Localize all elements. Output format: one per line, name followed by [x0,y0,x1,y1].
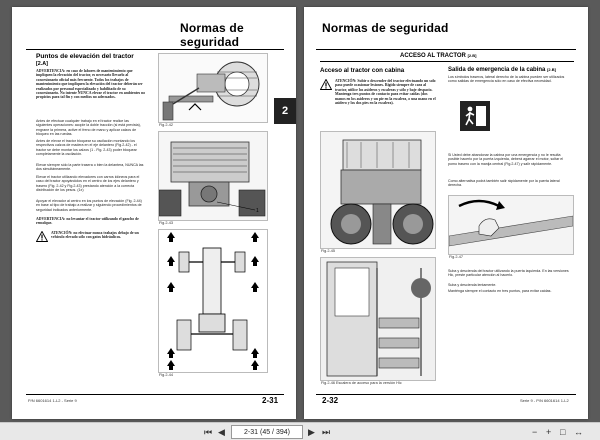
banner-rule [320,61,574,62]
figure-caption: Fig.2-46 Escalera de acceso para la versión Hic [321,381,402,385]
paragraph: Antes de efectuar cualquier trabajo en el tractor realice las siguientes operaciones: acople la doble tracción (si está prevista), engrane la primera, active el freno de mano y aplicar calzos de bloqueo en las ruedas. [36,119,141,137]
paragraph: Los símbolos traseros, lateral derecho de la cabina pueden ser utilizados como salidas de emergencia sólo en caso de efectiva necesidad. [448,75,565,84]
paragraph: Manténga siempre el contacto en tres puntos, para evitar caídas. [448,289,552,293]
footer-rule [316,394,576,395]
banner-title [400,53,476,59]
section-ref: [2.A] [36,61,48,67]
emergency-title-text: Salida de emergencia de la cabina [448,67,546,73]
figure-2-43 [158,131,268,221]
paragraph: Elevar siempre sólo la parte trasera o bien la delantera, NUNCA las dos simultáneamente. [36,163,144,172]
warning-box [36,231,148,242]
emergency-exit-sign-icon [460,101,490,131]
figure-caption: Fig.2-45 [321,249,335,253]
figure-caption: Fig.2-43 [159,221,173,225]
left-page [12,7,296,419]
paragraph: Antes de elevar el tractor bloquear su oscilación montando los respectivos calzos de madera en el eje delantero (Fig.2-42) - el tractor se debe montar los calzos (1 - Fig. 2-43) poder bloquear completamente la oscilación. [36,139,137,157]
paragraph-advertencia: ADVERTENCIA: en caso de labores de mantenimiento que impliquen la elevación del tractor, es necesario llevarlo al concesionario oficial más frecuente. Todos los trabajos de mantenimiento que impliquen la elevación del tractor deberán ser realizados por personal especializado y habilitado de su concesionario. No intente NUNCA elevar el tractor en ambientes no propicios para tal fin y con medios no adecuados. [36,69,146,100]
page-number: 2-32 [322,396,339,405]
advertencia-final: ADVERTENCIA: no levantar el tractor utilizando el gancho de remolque. [36,217,139,226]
zoom-in-icon[interactable]: + [546,427,552,437]
emergency-ref: [2.B] [547,67,556,72]
figure-2-44 [158,229,268,373]
warning-icon [36,231,48,242]
access-warning-box [320,79,436,105]
figure-caption: Fig.2-42 [159,123,173,127]
zoom-out-icon[interactable]: − [532,427,538,437]
chapter-tab: 2 [274,98,296,124]
figure-caption: Fig.2-47 [449,255,463,259]
banner-title-text: ACCESO AL TRACTOR [400,53,466,59]
paragraph: Suba y descienda del tractor utilizando la puerta izquierda. En las versiones Hic, preste particular atención al hacerlo. [448,269,569,278]
footer-reference: Serie 9 - P/N 6601614 1-L2 [520,398,569,403]
header-rule [26,49,284,50]
page-header-title: Normas de seguridad [180,21,244,49]
page-header-title: Normas de seguridad [322,21,449,35]
figure-2-42 [158,53,268,123]
first-page-icon[interactable]: ⏮ [204,427,213,437]
paragraph: Apoyar el elevador al centro en los puntos de elevación (Fig. 2-44) en base al tipo de trabajo a realizar y siguiendo procedimientos de seguridad indicados anteriormente. [36,199,142,212]
page-number-input[interactable]: 2-31 (45 / 394) [231,425,303,439]
viewer-toolbar [0,422,600,440]
section-title: Puntos de elevación del tractor [36,53,134,60]
right-page [304,7,588,419]
figure-2-46 [320,257,436,381]
figure-caption: Fig.2-44 [159,373,173,377]
paragraph: Como alternativa podrá también salir rápidamente por la puerta lateral derecha. [448,179,560,188]
figure-2-47 [448,195,574,255]
svg-text:1: 1 [256,208,259,214]
fit-page-icon[interactable]: □ [560,427,566,437]
footer-reference: P/N 6601614 1-L2 - Serie 9 [28,398,77,403]
warning-icon [320,79,332,90]
paragraph: Elevar el tractor utilizando elevadores con carros idóneos para el caso del tractor apoyándolos en el centro de los ejes delantero y trasero (Fig. 2-42 y Fig.2-43) prestando atención a la correcta distribución de los pesos. (1x) [36,175,140,193]
prev-page-icon[interactable]: ◀ [218,427,225,437]
banner-ref: [2.B] [467,53,477,58]
header-rule [316,49,576,50]
paragraph: Si Usted debe abandonar la cabina por una emergencia y no le resulta posible hacerlo por la puerta izquierda, deberá agarrar el motor, soltar el pomo trasero con la manija central (Fig.2-47) y salir rápidamente. [448,153,564,166]
next-page-icon[interactable]: ▶ [308,427,315,437]
page-number: 2-31 [262,396,279,405]
warning-text: ATENCIÓN: no efectuar nunca trabajos debajo de un vehículo elevado sólo con gatos hidráulicos. [51,231,139,240]
fit-width-icon[interactable]: ↔ [574,427,583,437]
access-warning-text: ATENCIÓN: Subir o descender del tractor efectuando un solo paso puede ocasionar lesiones. Rígido siempre de cara al tractor, utilice los asideros y escaleras y sólo y baje despacio. Mantenga tres puntos de contacto para evitar caídas (dos manos en los asideros y un pie en la escalera, o una mano en el asidero y los dos pies en la escalera). [335,79,436,106]
figure-2-45 [320,131,436,249]
last-page-icon[interactable]: ⏭ [322,427,331,437]
footer-rule [26,394,284,395]
emergency-title [448,67,556,73]
access-title: Acceso al tractor con cabina [320,67,405,74]
paragraph: Suba y descienda lentamente. [448,283,497,287]
